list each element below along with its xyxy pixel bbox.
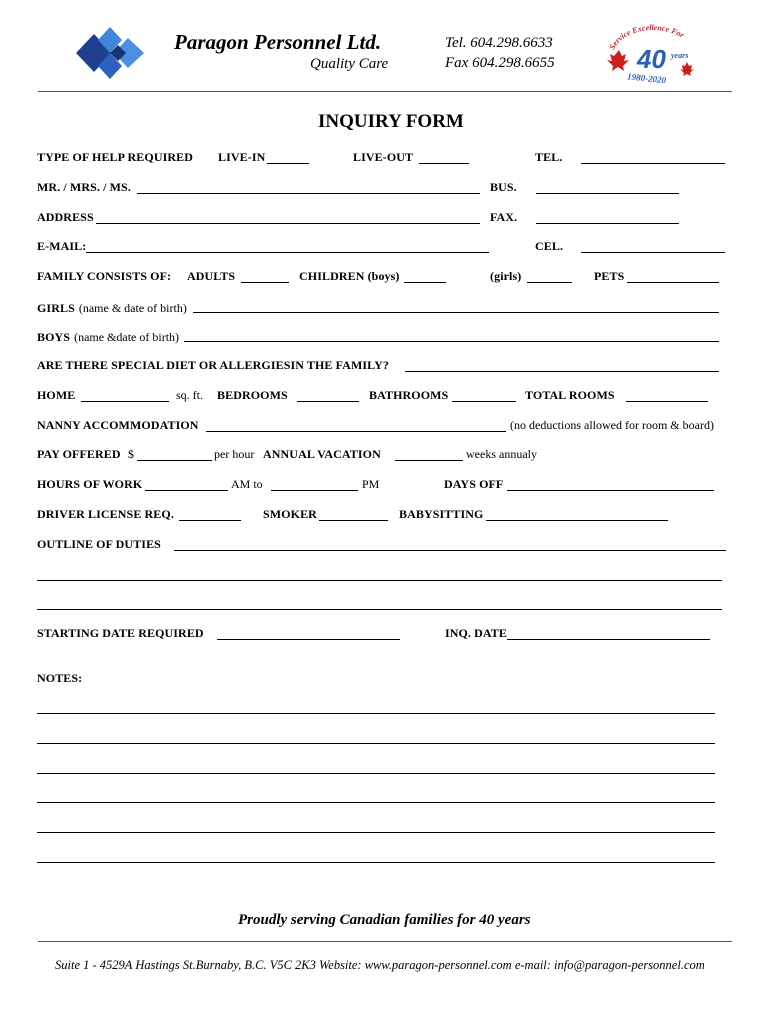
tel-field[interactable]: [581, 163, 725, 164]
boys-note: (name &date of birth): [74, 330, 180, 344]
dollar-sign: $: [128, 447, 134, 461]
pets-field[interactable]: [627, 282, 719, 283]
form-title: INQUIRY FORM: [318, 111, 464, 132]
diet-field[interactable]: [405, 371, 719, 372]
company-tagline: Quality Care: [310, 56, 389, 72]
bathrooms-field[interactable]: [452, 401, 516, 402]
girls-note: (name & date of birth): [78, 301, 187, 315]
pay-field[interactable]: [137, 460, 212, 461]
boys-row: [37, 328, 179, 346]
notes-line-3[interactable]: [37, 773, 715, 774]
diet-label: ARE THERE SPECIAL DIET OR ALLERGIESIN THE FAMILY?: [37, 358, 390, 372]
email-label: E-MAIL:: [37, 239, 87, 253]
nanny-accommodation-field[interactable]: [206, 431, 506, 432]
live-in-field[interactable]: [267, 163, 309, 164]
bus-field[interactable]: [536, 193, 679, 194]
boys-label: BOYS: [37, 330, 71, 344]
live-out-label: LIVE-OUT: [353, 150, 414, 164]
pm-label: PM: [362, 477, 380, 491]
weeks-label: weeks annualy: [466, 447, 537, 461]
anniversary-badge: [605, 24, 701, 88]
fax-field[interactable]: [536, 223, 679, 224]
notes-line-4[interactable]: [37, 802, 715, 803]
driver-license-field[interactable]: [179, 520, 241, 521]
header-divider: [38, 91, 732, 92]
fax-label: FAX.: [490, 210, 518, 224]
adults-label: ADULTS: [187, 269, 236, 283]
babysitting-label: BABYSITTING: [399, 507, 484, 521]
footer-address: Suite 1 - 4529A Hastings St.Burnaby, B.C. V5C 2K3 Website: www.paragon-personnel.com e-mail: info@paragon-personnel.com: [55, 958, 705, 972]
notes-line-1[interactable]: [37, 713, 715, 714]
girls-count-label: (girls): [490, 269, 522, 283]
smoker-label: SMOKER: [263, 507, 317, 521]
type-of-help-label: TYPE OF HELP REQUIRED: [37, 150, 194, 164]
bathrooms-label: BATHROOMS: [369, 388, 449, 402]
family-label: FAMILY CONSISTS OF:: [37, 269, 172, 283]
boys-count-field[interactable]: [404, 282, 446, 283]
bus-label: BUS.: [490, 180, 517, 194]
maple-leaf-icon-left: [607, 50, 629, 71]
home-sqft-field[interactable]: [81, 401, 169, 402]
company-name: Paragon Personnel Ltd.: [174, 30, 382, 54]
babysitting-field[interactable]: [486, 520, 668, 521]
cel-field[interactable]: [581, 252, 725, 253]
starting-date-label: STARTING DATE REQUIRED: [37, 626, 204, 640]
starting-date-field[interactable]: [217, 639, 400, 640]
am-to-label: AM to: [231, 477, 263, 491]
bedrooms-field[interactable]: [297, 401, 359, 402]
notes-line-6[interactable]: [37, 862, 715, 863]
adults-field[interactable]: [241, 282, 289, 283]
live-in-label: LIVE-IN: [218, 150, 266, 164]
hours-end-field[interactable]: [271, 490, 358, 491]
hours-of-work-label: HOURS OF WORK: [37, 477, 143, 491]
notes-line-2[interactable]: [37, 743, 715, 744]
driver-license-label: DRIVER LICENSE REQ.: [37, 507, 174, 521]
bedrooms-label: BEDROOMS: [217, 388, 288, 402]
days-off-label: DAYS OFF: [444, 477, 504, 491]
smoker-field[interactable]: [319, 520, 388, 521]
maple-leaf-icon-right: [680, 62, 694, 76]
nanny-note: (no deductions allowed for room & board): [510, 418, 714, 432]
duties-label: OUTLINE OF DUTIES: [37, 537, 161, 551]
total-rooms-field[interactable]: [626, 401, 708, 402]
duties-field-2[interactable]: [37, 580, 722, 581]
header-fax: Fax 604.298.6655: [445, 55, 555, 71]
address-field[interactable]: [96, 223, 480, 224]
sqft-label: sq. ft.: [176, 388, 203, 402]
badge-years-range: 1980-2020: [626, 71, 667, 86]
duties-field-1[interactable]: [174, 550, 726, 551]
badge-unit: years: [671, 51, 689, 60]
name-label: MR. / MRS. / MS.: [37, 180, 131, 194]
per-hour-label: per hour: [214, 447, 255, 461]
pay-offered-label: PAY OFFERED: [37, 447, 121, 461]
name-field[interactable]: [137, 193, 480, 194]
inquiry-date-label: INQ. DATE: [445, 626, 508, 640]
girls-label: GIRLS: [37, 301, 75, 315]
total-rooms-label: TOTAL ROOMS: [525, 388, 615, 402]
header-tel: Tel. 604.298.6633: [445, 35, 553, 51]
badge-arc-text: Service Excellence For: [607, 24, 686, 51]
home-label: HOME: [37, 388, 76, 402]
inquiry-date-field[interactable]: [507, 639, 710, 640]
footer-slogan: Proudly serving Canadian families for 40 years: [238, 912, 531, 928]
duties-field-3[interactable]: [37, 609, 722, 610]
footer-divider: [38, 941, 732, 942]
email-field[interactable]: [86, 252, 489, 253]
children-boys-label: CHILDREN (boys): [299, 269, 400, 283]
pets-label: PETS: [594, 269, 625, 283]
cel-label: CEL.: [535, 239, 564, 253]
tel-label: TEL.: [535, 150, 563, 164]
boys-field[interactable]: [184, 341, 719, 342]
live-out-field[interactable]: [419, 163, 469, 164]
nanny-accommodation-label: NANNY ACCOMMODATION: [37, 418, 199, 432]
annual-vacation-label: ANNUAL VACATION: [263, 447, 381, 461]
address-label: ADDRESS: [37, 210, 94, 224]
days-off-field[interactable]: [507, 490, 714, 491]
hours-start-field[interactable]: [145, 490, 228, 491]
badge-number: 40: [637, 44, 666, 74]
girls-row: [37, 299, 187, 317]
notes-label: NOTES:: [37, 671, 83, 685]
notes-line-5[interactable]: [37, 832, 715, 833]
company-logo-diamonds: [74, 26, 148, 80]
girls-count-field[interactable]: [527, 282, 572, 283]
girls-field[interactable]: [193, 312, 719, 313]
vacation-field[interactable]: [395, 460, 463, 461]
